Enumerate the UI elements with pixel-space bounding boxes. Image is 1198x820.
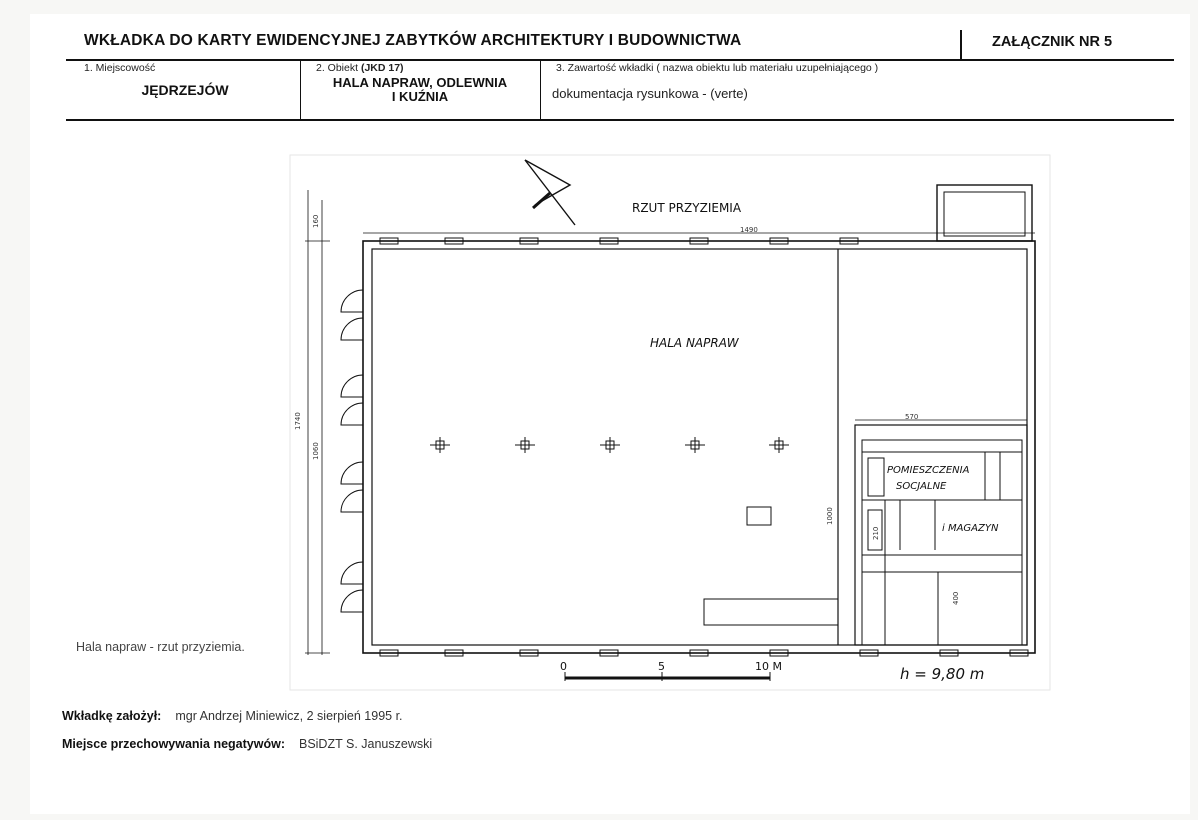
scale-label-10: 10 M [755,660,782,673]
founder-label: Wkładkę założył: [62,709,162,723]
scale-label-0: 0 [560,660,567,673]
place-value: JĘDRZEJÓW [141,82,229,98]
figure-caption: Hala napraw - rzut przyziemia. [76,640,245,654]
dim-annex-h1: 210 [872,526,880,540]
document-title: WKŁADKA DO KARTY EWIDENCYJNEJ ZABYTKÓW ARCHITEKTURY I BUDOWNICTWA [84,32,742,49]
columns [430,437,789,453]
drawing-frame [290,155,1050,690]
founder-value: mgr Andrzej Miniewicz, 2 sierpień 1995 r. [175,709,403,723]
negatives-value: BSiDZT S. Januszewski [298,737,433,751]
dim-left-inner: 1060 [312,442,320,460]
negatives-label: Miejsce przechowywania negatywów: [62,737,285,751]
negatives-line [62,737,432,751]
dim-annex-h2: 400 [952,591,960,605]
place-label: 1. Miejscowość [84,62,156,74]
dim-top: 1490 [740,226,758,234]
north-arrow-icon [525,160,575,225]
doors-left-wall [341,290,363,612]
object-value-line2: I KUŹNIA [391,89,449,104]
object-label-prefix: 2. Obiekt [316,62,359,74]
scale-bar [565,672,770,681]
plan-title: RZUT PRZYZIEMIA [632,201,742,215]
height-note: h = 9,80 m [900,665,985,683]
room-social-label-line2: SOCJALNE [896,481,947,492]
object-code: (JKD 17) [360,62,404,74]
room-social-label-line1: POMIESZCZENIA [887,465,970,476]
dim-side-block: 1000 [826,507,834,525]
content-label: 3. Zawartość wkładki ( nazwa obiektu lub materiału uzupełniającego ) [556,62,879,74]
scale-label-5: 5 [658,660,665,673]
annex-number: ZAŁĄCZNIK NR 5 [992,34,1113,50]
dimension-lines [305,190,1035,655]
building-walls [363,185,1035,653]
content-value: dokumentacja rysunkowa - (verte) [552,86,748,101]
room-main-label: HALA NAPRAW [650,336,739,350]
dim-left-outer: 1740 [294,412,302,430]
object-value-line1: HALA NAPRAW, ODLEWNIA [332,75,508,90]
founder-line [62,709,403,723]
room-storage-label: i MAGAZYN [942,523,999,534]
dim-annex-width: 570 [905,413,919,421]
dim-top-small: 160 [312,214,320,228]
